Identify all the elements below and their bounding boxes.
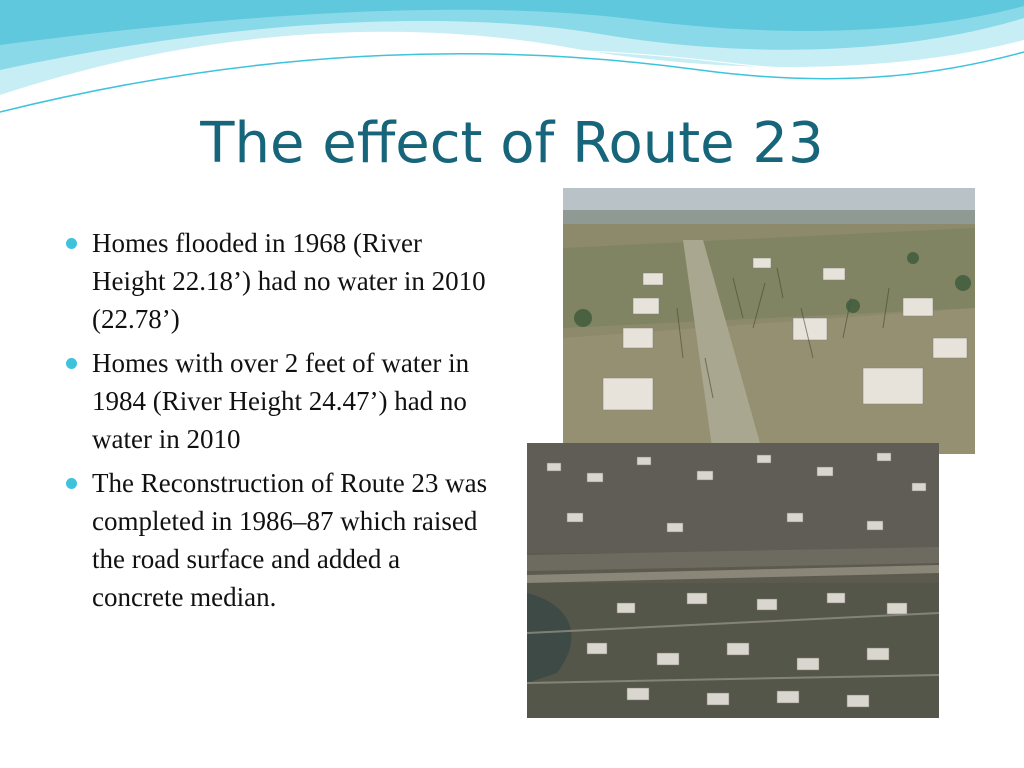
flooded-neighborhood-photo: [563, 188, 975, 454]
bullet-text: Homes with over 2 feet of water in 1984 (River Height 24.47’) had no water in 2010: [92, 348, 470, 454]
bullet-icon: [66, 238, 77, 249]
bullet-icon: [66, 478, 77, 489]
bullet-text: The Reconstruction of Route 23 was completed in 1986–87 which raised the road surface and added a concrete median.: [92, 468, 488, 612]
dry-neighborhood-aerial-photo: [527, 443, 939, 718]
header-wave-decoration: [0, 0, 1024, 120]
bullet-item: [66, 464, 496, 616]
bullet-text: Homes flooded in 1968 (River Height 22.18’) had no water in 2010 (22.78’): [92, 228, 486, 334]
bullet-list: [66, 224, 496, 622]
slide-title: The effect of Route 23: [200, 111, 824, 176]
bullet-icon: [66, 358, 77, 369]
bullet-item: [66, 344, 496, 458]
bullet-item: [66, 224, 496, 338]
